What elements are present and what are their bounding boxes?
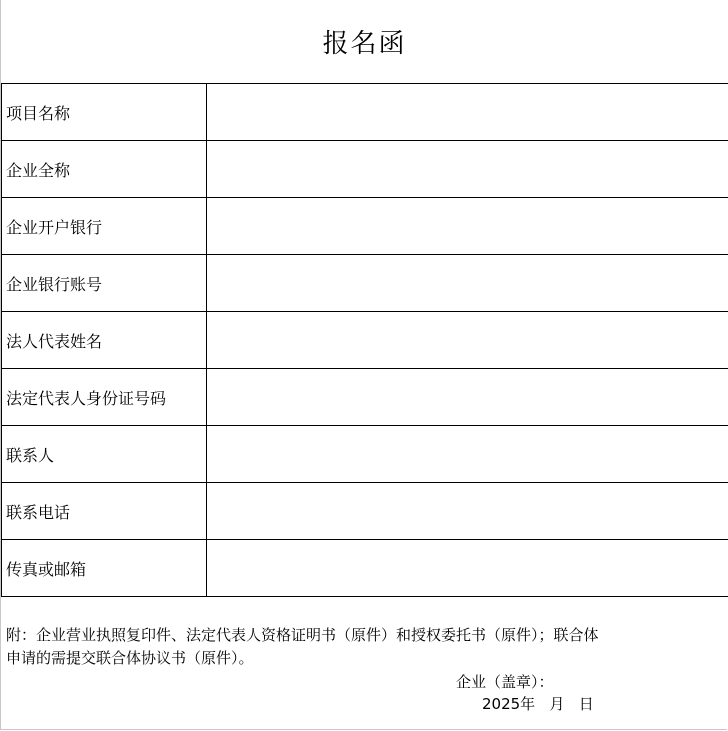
row-label: 传真或邮箱 xyxy=(2,540,207,597)
registration-form-table xyxy=(1,83,728,597)
form-row-project-name xyxy=(2,84,728,141)
legal-rep-id-field[interactable] xyxy=(207,369,728,426)
form-row-bank-account xyxy=(2,255,728,312)
form-row-company-full-name xyxy=(2,141,728,198)
fax-or-email-field[interactable] xyxy=(207,540,728,597)
row-label: 联系电话 xyxy=(2,483,207,540)
note-line-1: 附：企业营业执照复印件、法定代表人资格证明书（原件）和授权委托书（原件）；联合体 xyxy=(6,626,599,644)
company-full-name-field[interactable] xyxy=(207,141,728,198)
row-label: 企业全称 xyxy=(2,141,207,198)
document-title: 报名函 xyxy=(322,29,407,59)
date-line: 2025年 月 日 xyxy=(482,695,594,713)
row-label: 联系人 xyxy=(2,426,207,483)
form-row-contact-phone xyxy=(2,483,728,540)
legal-rep-name-field[interactable] xyxy=(207,312,728,369)
project-name-field[interactable] xyxy=(207,84,728,141)
form-row-fax-or-email xyxy=(2,540,728,597)
note-line-2: 申请的需提交联合体协议书（原件）。 xyxy=(6,649,254,667)
company-seal-label: 企业（盖章）： xyxy=(456,673,554,691)
bank-account-field[interactable] xyxy=(207,255,728,312)
attachment-note xyxy=(6,624,728,670)
row-label: 项目名称 xyxy=(2,84,207,141)
row-label: 法人代表姓名 xyxy=(2,312,207,369)
form-row-company-bank xyxy=(2,198,728,255)
form-row-legal-rep-name xyxy=(2,312,728,369)
row-label: 企业银行账号 xyxy=(2,255,207,312)
company-bank-field[interactable] xyxy=(207,198,728,255)
contact-phone-field[interactable] xyxy=(207,483,728,540)
form-row-contact-person xyxy=(2,426,728,483)
row-label: 企业开户银行 xyxy=(2,198,207,255)
contact-person-field[interactable] xyxy=(207,426,728,483)
row-label: 法定代表人身份证号码 xyxy=(2,369,207,426)
form-row-legal-rep-id xyxy=(2,369,728,426)
